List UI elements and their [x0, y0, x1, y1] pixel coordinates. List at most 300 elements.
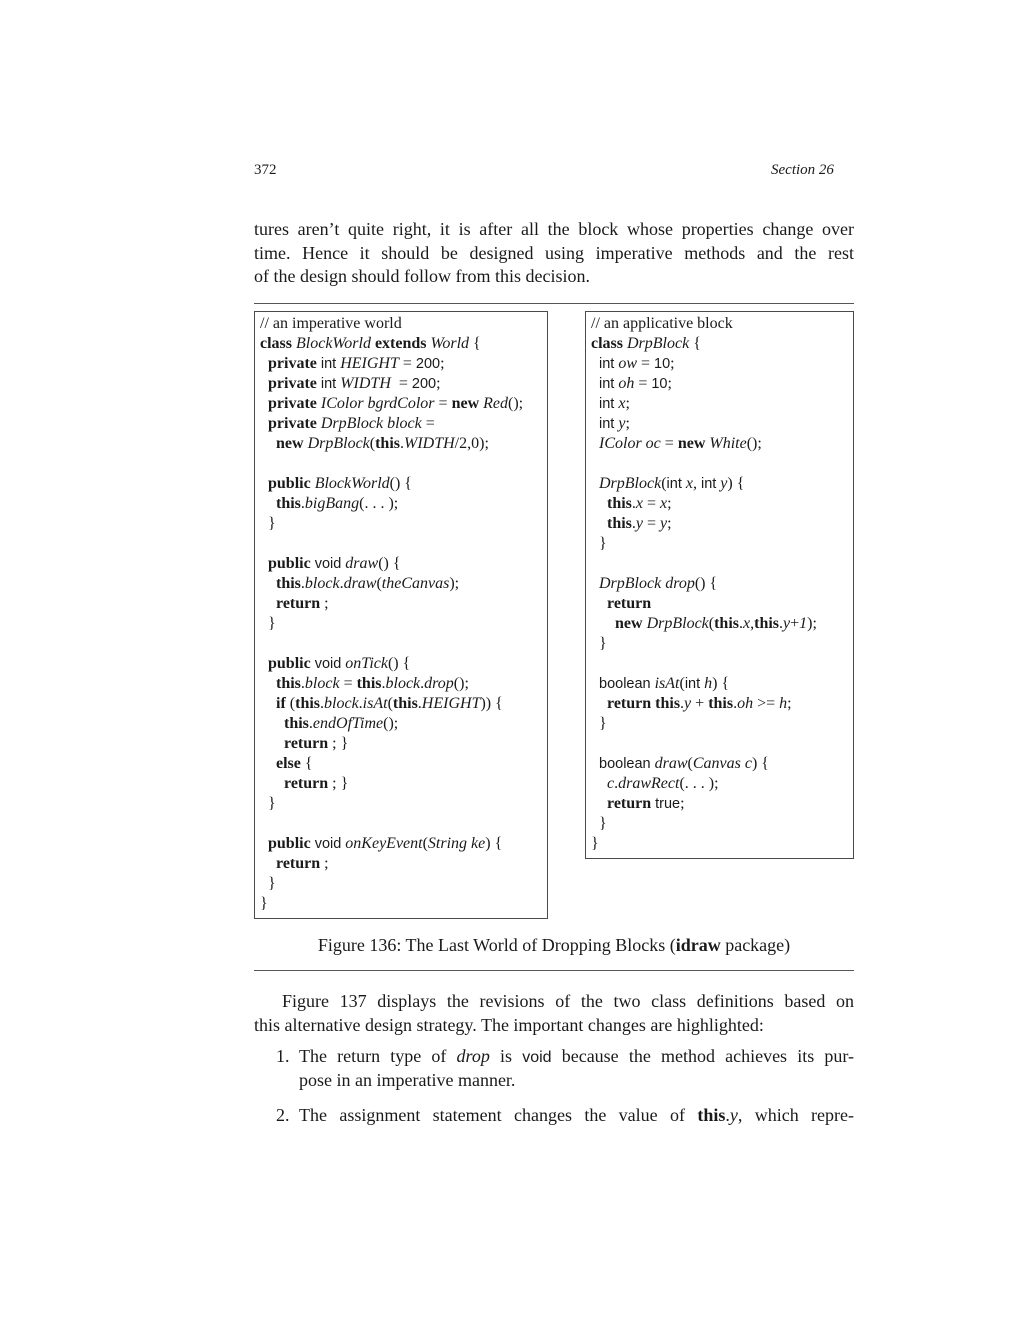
drp-block-code-token	[591, 515, 607, 532]
block-world-code-token: ();	[508, 395, 524, 412]
drp-block-code-token: ) {	[712, 675, 730, 692]
drp-block-code-token	[591, 795, 607, 812]
body-line-1	[254, 990, 854, 1014]
block-world-code-line	[260, 334, 547, 354]
block-world-code-token: void	[314, 656, 342, 672]
block-world-code-token	[260, 855, 276, 872]
block-world-code-token	[260, 575, 276, 592]
drp-block-code-token: .	[739, 615, 743, 632]
block-world-code-token: endOfTime	[312, 715, 384, 732]
drp-block-code-token: =	[634, 375, 652, 392]
drp-block-code-token: ;	[667, 375, 672, 392]
block-world-code-token	[260, 415, 268, 432]
drp-block-code-token: draw	[654, 755, 688, 772]
block-world-code-token: public	[268, 555, 311, 572]
block-world-code-token	[260, 375, 268, 392]
block-world-code-token: (	[422, 835, 428, 852]
block-world-code-token: HEIGHT	[421, 695, 481, 712]
drp-block-code-token: ) {	[751, 755, 769, 772]
block-world-code-token: (	[369, 435, 376, 452]
block-world-code-token: draw	[345, 555, 379, 572]
drp-block-code-token: int	[599, 376, 615, 392]
block-world-code-token: this	[284, 715, 309, 732]
list-item-1-number: 1.	[276, 1046, 290, 1066]
block-world-code-token: =	[421, 415, 435, 432]
block-world-code-token: DrpBlock	[307, 435, 370, 452]
drp-block-code-token: y	[684, 695, 692, 712]
drp-block-code-token	[591, 595, 607, 612]
drp-block-code-token: +	[790, 615, 800, 632]
drp-block-code-line	[591, 414, 853, 434]
block-world-code-token: private	[268, 355, 317, 372]
drp-block-code-line	[591, 654, 853, 674]
block-world-code-token: () {	[378, 555, 401, 572]
drp-block-code-token: 1	[799, 615, 808, 632]
block-world-code-line	[260, 674, 547, 694]
block-world-code-token: this	[276, 575, 301, 592]
block-world-code-line	[260, 494, 547, 514]
block-world-code-token: WIDTH	[404, 435, 455, 452]
block-world-code-token: int	[320, 376, 337, 392]
drp-block-code-token: y	[660, 515, 668, 532]
drp-block-code-token: }	[591, 635, 607, 652]
drp-block-code-line	[591, 374, 853, 394]
drp-block-code-token: ;	[670, 355, 675, 372]
list-item-1-line-2: pose in an imperative manner.	[299, 1069, 516, 1090]
block-world-code-token	[260, 695, 276, 712]
list-item-2-text-b: , which repre-	[737, 1105, 855, 1125]
block-world-code-token: .	[417, 695, 422, 712]
drp-block-code-token: this	[708, 695, 734, 712]
drp-block-code-line	[591, 834, 853, 854]
block-world-code-token: () {	[387, 655, 411, 672]
list-item-2-keyword: this	[697, 1105, 726, 1125]
drp-block-code-line	[591, 734, 853, 754]
code-box-drp-block	[585, 311, 854, 859]
block-world-code-line	[260, 534, 547, 554]
block-world-code-token	[260, 835, 268, 852]
block-world-code-line	[260, 514, 547, 534]
block-world-code-token: ;	[436, 375, 441, 392]
block-world-code-token: onKeyEvent	[345, 835, 423, 852]
drp-block-code-token: ();	[746, 435, 762, 452]
drp-block-code-token: x	[635, 495, 644, 512]
block-world-code-token: public	[268, 835, 311, 852]
figure-caption-prefix: Figure 136: The Last World of Dropping Blocks (	[317, 935, 676, 955]
block-world-code-token: else	[276, 755, 301, 772]
block-world-code-token: .	[339, 575, 344, 592]
drp-block-code-token: ;	[667, 515, 672, 532]
block-world-code-token	[260, 435, 276, 452]
block-world-code-token: String ke	[427, 835, 486, 852]
drp-block-code-token: y	[618, 415, 626, 432]
drp-block-code-token: c	[607, 775, 615, 792]
block-world-code-token: IColor bgrdColor	[320, 395, 435, 412]
drp-block-code-token: }	[591, 535, 607, 552]
block-world-code-line	[260, 794, 547, 814]
list-item-1	[276, 1045, 854, 1093]
block-world-code-token: this	[295, 695, 321, 712]
block-world-code-token: private	[268, 375, 317, 392]
block-world-code-line	[260, 714, 547, 734]
block-world-code-token: 200	[411, 376, 437, 392]
block-world-code-token: =	[398, 355, 416, 372]
drp-block-code-token: y	[783, 615, 791, 632]
block-world-code-token: extends	[374, 335, 427, 352]
drp-block-code-line	[591, 534, 853, 554]
body-line-1-text: Figure 137 displays the revisions of the two class definitions based on	[282, 991, 854, 1011]
block-world-code-token: return	[284, 775, 329, 792]
block-world-code-token: block	[304, 675, 340, 692]
drp-block-code-line	[591, 754, 853, 774]
block-world-code-token: .	[358, 695, 363, 712]
intro-line-3: of the design should follow from this decision.	[254, 266, 590, 286]
drp-block-code-line	[591, 514, 853, 534]
block-world-code-token: =	[390, 375, 412, 392]
drp-block-code-line	[591, 354, 853, 374]
block-world-code-token: if	[276, 695, 286, 712]
block-world-code-token: ;	[440, 355, 445, 372]
drp-block-code-line	[591, 554, 853, 574]
block-world-code-token: (	[376, 575, 382, 592]
drp-block-code-token	[591, 615, 615, 632]
block-world-code-token: bigBang	[304, 495, 360, 512]
block-world-code-token: this	[276, 495, 301, 512]
drp-block-code-token: DrpBlock drop	[599, 575, 695, 592]
block-world-code-token: .	[308, 715, 313, 732]
block-world-code-token: .	[300, 575, 305, 592]
block-world-code-token: () {	[389, 475, 412, 492]
drp-block-code-token: .	[680, 695, 685, 712]
block-world-code-token: .	[300, 675, 305, 692]
drp-block-code-token: this	[754, 615, 780, 632]
block-world-code-line	[260, 434, 547, 454]
block-world-code-token: isAt	[362, 695, 388, 712]
drp-block-code-line	[591, 314, 853, 334]
drp-block-code-line	[591, 454, 853, 474]
drp-block-code-token: () {	[694, 575, 718, 592]
drp-block-code-token: {	[689, 335, 701, 352]
block-world-code-token: theCanvas	[381, 575, 450, 592]
block-world-code-token: {	[300, 755, 313, 772]
drp-block-code-line	[591, 774, 853, 794]
drp-block-code-token: int	[599, 416, 615, 432]
block-world-code-token: block	[324, 695, 359, 712]
block-world-code-token: this	[375, 435, 400, 452]
drp-block-code-token: }	[591, 835, 599, 852]
block-world-code-line	[260, 754, 547, 774]
running-head-section: Section 26	[771, 162, 834, 178]
list-item-2	[276, 1104, 854, 1128]
block-world-code-token: new	[451, 395, 480, 412]
block-world-code-line	[260, 314, 547, 334]
drp-block-code-token	[591, 695, 607, 712]
block-world-code-token: ();	[453, 675, 469, 692]
drp-block-code-line	[591, 494, 853, 514]
list-item-1-text-a: The return type of	[299, 1046, 457, 1066]
drp-block-code-token: int	[599, 356, 615, 372]
list-item-1-method-name: drop	[456, 1046, 490, 1066]
drp-block-code-token: this	[714, 615, 739, 632]
drp-block-code-token	[591, 775, 607, 792]
drp-block-code-token: }	[591, 715, 607, 732]
drp-block-code-token: .	[733, 695, 738, 712]
block-world-code-token: HEIGHT	[340, 355, 399, 372]
block-world-code-token: (	[285, 695, 296, 712]
body-line-2: this alternative design strategy. The important changes are highlighted:	[254, 1014, 764, 1035]
block-world-code-line	[260, 574, 547, 594]
block-world-code-token	[260, 495, 276, 512]
drp-block-code-token: ;	[667, 495, 672, 512]
drp-block-code-token: White	[709, 435, 747, 452]
drp-block-code-token: ,	[750, 615, 755, 632]
drp-block-code-token: ) {	[727, 475, 745, 492]
drp-block-code-line	[591, 394, 853, 414]
block-world-code-token: void	[314, 836, 342, 852]
intro-line-1: tures aren’t quite right, it is after all the block whose properties change over	[254, 219, 854, 239]
drp-block-code-line	[591, 714, 853, 734]
block-world-code-token: /2,0);	[454, 435, 489, 452]
drp-block-code-token: isAt	[654, 675, 680, 692]
block-world-code-token: .	[300, 495, 305, 512]
drp-block-code-token	[591, 495, 607, 512]
drp-block-code-token: DrpBlock	[646, 615, 709, 632]
drp-block-code-token: oh	[737, 695, 754, 712]
block-world-code-token: draw	[343, 575, 377, 592]
block-world-code-token: 200	[415, 356, 441, 372]
drp-block-code-line	[591, 594, 853, 614]
list-item-1-type-name: void	[522, 1049, 552, 1066]
block-world-code-token: =	[339, 675, 357, 692]
code-box-block-world	[254, 311, 548, 919]
drp-block-code-token: .	[631, 495, 636, 512]
drp-block-code-line	[591, 474, 853, 494]
block-world-code-line	[260, 374, 547, 394]
block-world-code-line	[260, 654, 547, 674]
list-item-1-text-b: is	[489, 1046, 523, 1066]
drp-block-code-token: (	[679, 675, 685, 692]
drp-block-code-token: }	[591, 815, 607, 832]
drp-block-code-token: 10	[651, 376, 668, 392]
block-world-code-line	[260, 854, 547, 874]
drp-block-code-token: y	[720, 475, 728, 492]
block-world-code-token: ();	[383, 715, 399, 732]
drp-block-code-token: x	[685, 475, 693, 492]
block-world-code-token: public	[268, 475, 311, 492]
drp-block-code-token: return	[607, 595, 652, 612]
drp-block-code-line	[591, 334, 853, 354]
block-world-code-token: )) {	[480, 695, 503, 712]
figure-top-rule	[254, 303, 854, 304]
drp-block-code-token: boolean	[599, 756, 651, 772]
block-world-code-token	[260, 755, 276, 772]
drp-block-code-token: .	[779, 615, 784, 632]
block-world-code-token	[260, 395, 268, 412]
block-world-code-line	[260, 474, 547, 494]
block-world-code-line	[260, 394, 547, 414]
drp-block-code-token: ow	[618, 355, 637, 372]
drp-block-code-token: ,	[692, 475, 701, 492]
block-world-code-token: }	[260, 795, 276, 812]
drp-block-code-token: this	[607, 495, 632, 512]
block-world-code-token: (. . . );	[359, 495, 399, 512]
block-world-code-token	[260, 595, 276, 612]
drp-block-code-token: DrpBlock	[627, 335, 690, 352]
block-world-code-token: BlockWorld	[314, 475, 390, 492]
drp-block-code-line	[591, 634, 853, 654]
list-item-2-dot: .	[725, 1105, 730, 1125]
drp-block-code-token: return	[607, 795, 652, 812]
figure-caption-package: idraw	[675, 935, 721, 955]
block-world-code-token: private	[268, 395, 317, 412]
block-world-code-token	[260, 555, 268, 572]
block-world-code-token: // an imperative world	[260, 315, 402, 332]
block-world-code-token: ; }	[328, 735, 349, 752]
drp-block-code-token: .	[631, 515, 636, 532]
drp-block-code-token	[591, 675, 599, 692]
drp-block-code-token: =	[660, 435, 678, 452]
drp-block-code-token: ;	[787, 695, 792, 712]
block-world-code-token: block	[385, 675, 421, 692]
drp-block-code-token: x	[618, 395, 626, 412]
block-world-code-token: .	[420, 675, 425, 692]
drp-block-code-token: int	[684, 676, 701, 692]
drp-block-code-token: new	[677, 435, 706, 452]
drp-block-code-line	[591, 794, 853, 814]
block-world-code-line	[260, 814, 547, 834]
block-world-code-line	[260, 414, 547, 434]
block-world-code-line	[260, 894, 547, 914]
block-world-code-token	[260, 475, 268, 492]
drp-block-code-token: int	[666, 476, 682, 492]
block-world-code-line	[260, 774, 547, 794]
block-world-code-token: new	[276, 435, 304, 452]
block-world-code-token	[260, 355, 268, 372]
figure-caption	[254, 934, 854, 957]
drp-block-code-line	[591, 814, 853, 834]
drp-block-code-token: 10	[654, 356, 671, 372]
drp-block-code-line	[591, 694, 853, 714]
drp-block-code-token: .	[614, 775, 619, 792]
drp-block-code-token: boolean	[599, 676, 651, 692]
block-world-code-token: ) {	[485, 835, 503, 852]
drp-block-code-token	[591, 755, 599, 772]
block-world-code-token: );	[449, 575, 460, 592]
block-world-code-token: drop	[424, 675, 454, 692]
drp-block-code-token: (	[708, 615, 715, 632]
block-world-code-token: .	[320, 695, 325, 712]
drp-block-code-line	[591, 434, 853, 454]
list-item-1-text-c: because the method achieves its pur-	[551, 1046, 854, 1066]
drp-block-code-token: +	[691, 695, 709, 712]
block-world-code-line	[260, 454, 547, 474]
block-world-code-token	[260, 675, 276, 692]
block-world-code-token: World	[430, 335, 470, 352]
drp-block-code-token: new	[615, 615, 643, 632]
drp-block-code-token: y	[635, 515, 644, 532]
block-world-code-token: (	[387, 695, 393, 712]
block-world-code-line	[260, 594, 547, 614]
drp-block-code-token	[591, 415, 599, 432]
intro-line-2: time. Hence it should be designed using imperative methods and the rest	[254, 242, 854, 263]
drp-block-code-token: this	[607, 515, 632, 532]
drp-block-code-token: oh	[618, 375, 635, 392]
block-world-code-line	[260, 614, 547, 634]
block-world-code-token: public	[268, 655, 311, 672]
block-world-code-token	[260, 735, 284, 752]
drp-block-code-token: x	[660, 495, 668, 512]
drp-block-code-token: h	[704, 675, 713, 692]
list-item-2-number: 2.	[276, 1105, 290, 1125]
block-world-code-token: return	[284, 735, 329, 752]
list-item-1-line-1	[299, 1045, 854, 1070]
block-world-code-token: WIDTH	[340, 375, 391, 392]
block-world-code-token: ; }	[328, 775, 349, 792]
block-world-code-token: class	[260, 335, 292, 352]
block-world-code-token: {	[469, 335, 481, 352]
drp-block-code-token: // an applicative block	[591, 315, 733, 332]
drp-block-code-token: x	[743, 615, 751, 632]
block-world-code-token: block	[304, 575, 340, 592]
block-world-code-token: return	[276, 595, 321, 612]
drp-block-code-token: Canvas c	[692, 755, 752, 772]
block-world-code-token: =	[434, 395, 452, 412]
block-world-code-line	[260, 634, 547, 654]
drp-block-code-token	[591, 395, 599, 412]
block-world-code-token: onTick	[345, 655, 388, 672]
list-item-2-field: y	[729, 1105, 738, 1125]
drp-block-code-token: ;	[625, 415, 630, 432]
drp-block-code-token: DrpBlock	[599, 475, 662, 492]
block-world-code-token: ;	[320, 595, 329, 612]
drp-block-code-token: ;	[625, 395, 630, 412]
block-world-code-line	[260, 834, 547, 854]
drp-block-code-token: (	[687, 755, 693, 772]
block-world-code-token	[260, 715, 284, 732]
block-world-code-token: this	[356, 675, 382, 692]
block-world-code-token: Red	[483, 395, 508, 412]
drp-block-code-token: int	[700, 476, 717, 492]
list-item-2-line-1	[299, 1104, 854, 1128]
block-world-code-token: }	[260, 875, 276, 892]
drp-block-code-token: true	[655, 796, 681, 812]
block-world-code-line	[260, 354, 547, 374]
drp-block-code-token: drawRect	[618, 775, 680, 792]
drp-block-code-token: =	[643, 495, 661, 512]
block-world-code-token: }	[260, 895, 268, 912]
drp-block-code-line	[591, 574, 853, 594]
block-world-code-token	[260, 655, 268, 672]
block-world-code-token: ;	[320, 855, 329, 872]
block-world-code-line	[260, 734, 547, 754]
block-world-code-token: this	[392, 695, 418, 712]
block-world-code-line	[260, 694, 547, 714]
drp-block-code-line	[591, 614, 853, 634]
block-world-code-line	[260, 554, 547, 574]
drp-block-code-token	[591, 355, 599, 372]
list-item-2-text-a: The assignment statement changes the value of	[299, 1105, 698, 1125]
block-world-code-line	[260, 874, 547, 894]
block-world-code-token: BlockWorld	[296, 335, 371, 352]
drp-block-code-token: int	[599, 396, 615, 412]
block-world-code-token: }	[260, 615, 276, 632]
figure-caption-suffix: package)	[720, 935, 791, 955]
drp-block-code-token: =	[637, 355, 655, 372]
drp-block-code-token	[591, 475, 599, 492]
block-world-code-token: .	[381, 675, 386, 692]
page-number: 372	[254, 162, 277, 178]
block-world-code-token: private	[268, 415, 317, 432]
